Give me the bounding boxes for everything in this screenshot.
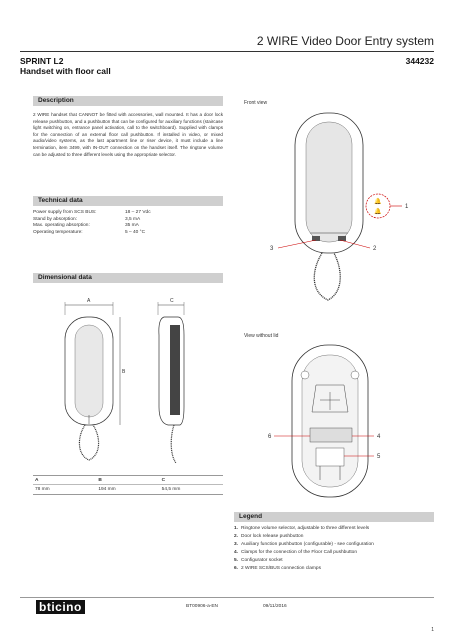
dim-label-c: C bbox=[170, 298, 174, 304]
system-title: 2 WIRE Video Door Entry system bbox=[256, 34, 434, 48]
page-number: 1 bbox=[431, 627, 434, 633]
legend-item bbox=[234, 541, 434, 549]
tech-row bbox=[33, 223, 223, 230]
description-heading: Description bbox=[33, 96, 223, 106]
document-code: BT00906-a-EN bbox=[186, 604, 218, 609]
header-rule bbox=[20, 51, 434, 52]
tech-row bbox=[33, 230, 223, 237]
legend-item bbox=[234, 525, 434, 533]
dimensional-heading: Dimensional data bbox=[33, 273, 223, 283]
handset-side-drawing bbox=[150, 295, 210, 470]
value-a: 78 mm bbox=[35, 487, 50, 492]
view-without-lid-label: View without lid bbox=[244, 333, 279, 339]
dimension-table-header bbox=[33, 475, 223, 485]
document-date: 09/11/2016 bbox=[263, 604, 287, 609]
tech-value: 3,5 mA bbox=[125, 216, 141, 222]
svg-text:🔔: 🔔 bbox=[374, 199, 382, 205]
legend-text: Ringtone volume selector, adjustable to three different levels bbox=[241, 526, 370, 531]
col-header-c: C bbox=[161, 478, 166, 483]
callout-4: 4 bbox=[377, 434, 381, 440]
technical-table bbox=[33, 210, 223, 236]
callout-2: 2 bbox=[373, 246, 377, 252]
view-without-lid-drawing bbox=[250, 340, 420, 500]
tech-label: Stand by absorption: bbox=[33, 216, 78, 222]
legend-text: Auxiliary function pushbutton (configurable) - see configuration bbox=[241, 542, 374, 547]
tech-label: Operating temperature: bbox=[33, 229, 83, 235]
callout-3: 3 bbox=[270, 246, 274, 252]
technical-heading: Technical data bbox=[33, 196, 223, 206]
legend-heading: Legend bbox=[234, 512, 434, 522]
col-header-b: B bbox=[98, 478, 102, 483]
tech-row bbox=[33, 210, 223, 217]
legend-num: 4. bbox=[234, 550, 239, 555]
callout-1: 1 bbox=[405, 204, 409, 210]
col-header-a: A bbox=[35, 478, 39, 483]
dimension-table bbox=[33, 475, 223, 495]
tech-value: 18 – 27 Vdc bbox=[125, 210, 151, 215]
legend-item bbox=[234, 549, 434, 557]
legend-text: Door lock release pushbutton bbox=[241, 534, 304, 539]
legend-item bbox=[234, 565, 434, 573]
legend-list bbox=[234, 525, 434, 573]
tech-value: 5 – 40 °C bbox=[125, 229, 146, 235]
value-b: 194 mm bbox=[98, 487, 116, 492]
legend-num: 2. bbox=[234, 534, 239, 539]
description-text: 2 WIRE handset that CANNOT be fitted with accessories, wall mounted. It has a door lock release pushbutton, and a pushbutton that can be configured for auxiliary functions (staircase light switching on, entrance panel activation, call to the switchboard). Supplied with clamps for the connection of an external floor call pushbutton. If installed in video, or mixed audio/video systems, as the last apartment line or riser device, it must include a line termination, item 3499, with IN-OUT connection on the handset itself. The ringtone volume can be adjusted to three different levels using the appropriate selector. bbox=[33, 112, 223, 157]
product-name: SPRINT L2 bbox=[20, 56, 64, 66]
dim-label-b: B bbox=[122, 369, 126, 375]
dimension-table-values bbox=[33, 485, 223, 495]
legend-text: Configurator socket bbox=[241, 558, 283, 563]
callout-6: 6 bbox=[268, 434, 272, 440]
brand-logo: bticino bbox=[36, 600, 85, 614]
legend-num: 6. bbox=[234, 566, 239, 571]
footer-rule bbox=[20, 597, 434, 598]
tech-label: Max. operating absorption: bbox=[33, 223, 90, 229]
legend-text: 2 WIRE SCS/BUS connection clamps bbox=[241, 566, 321, 571]
tech-label: Power supply from SCS BUS: bbox=[33, 210, 97, 215]
legend-item bbox=[234, 533, 434, 541]
legend-item bbox=[234, 557, 434, 565]
legend-text: Clamps for the connection of the Floor Call pushbutton bbox=[241, 550, 357, 555]
legend-num: 5. bbox=[234, 558, 239, 563]
callout-5: 5 bbox=[377, 454, 381, 460]
product-subtitle: Handset with floor call bbox=[20, 66, 111, 76]
legend-num: 1. bbox=[234, 526, 239, 531]
tech-value: 35 mA bbox=[125, 223, 139, 229]
svg-text:🔔: 🔔 bbox=[374, 209, 382, 215]
product-code: 344232 bbox=[405, 56, 434, 66]
legend-num: 3. bbox=[234, 542, 239, 547]
front-view-label: Front view bbox=[244, 100, 268, 106]
front-view-drawing bbox=[250, 108, 420, 308]
value-c: 54,5 mm bbox=[161, 487, 181, 492]
dim-label-a: A bbox=[87, 298, 91, 304]
